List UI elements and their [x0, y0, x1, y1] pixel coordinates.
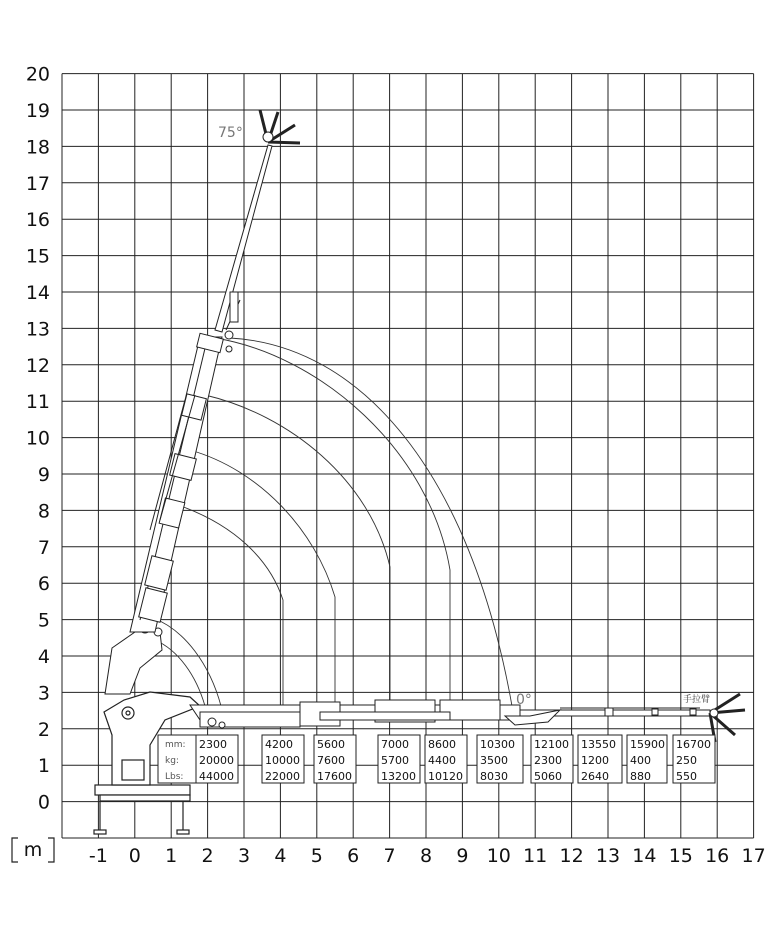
row-unit-lbs: Lbs: [165, 772, 184, 782]
y-tick-label: 0 [37, 791, 50, 814]
y-tick-label: 12 [25, 354, 50, 377]
row-unit-kg: kg: [165, 756, 179, 766]
load-lbs: 8030 [480, 770, 508, 783]
y-tick-label: 17 [25, 172, 50, 195]
y-tick-label: 6 [37, 573, 50, 596]
load-mm: 12100 [534, 738, 569, 751]
load-mm: 15900 [630, 738, 665, 751]
y-tick-label: 11 [25, 391, 50, 414]
load-kg: 20000 [199, 754, 234, 767]
load-table-cell [378, 735, 420, 783]
raised-boom [105, 110, 300, 694]
load-kg: 1200 [581, 754, 609, 767]
y-axis-labels [26, 64, 50, 814]
load-kg: 2300 [534, 754, 562, 767]
range-arc-5 [205, 395, 390, 706]
extension-note: 手拉臂 [683, 695, 711, 705]
load-mm: 8600 [428, 738, 456, 751]
x-tick-label: 15 [668, 845, 693, 867]
load-lbs: 2640 [581, 770, 609, 783]
load-table [196, 735, 715, 783]
x-tick-label: 10 [486, 845, 511, 867]
load-kg: 5700 [381, 754, 409, 767]
y-tick-label: 10 [25, 427, 50, 450]
load-lbs: 550 [676, 770, 697, 783]
load-lbs: 10120 [428, 770, 463, 783]
load-mm: 2300 [199, 738, 227, 751]
x-tick-label: 4 [274, 845, 287, 867]
x-tick-label: 14 [632, 845, 657, 867]
y-tick-label: 5 [37, 609, 50, 632]
y-tick-label: 8 [37, 500, 50, 523]
x-tick-label: 3 [237, 845, 251, 867]
row-units-box [158, 735, 196, 783]
y-tick-label: 2 [37, 718, 50, 741]
unit-label [12, 838, 54, 862]
load-table-cell [262, 735, 304, 783]
load-table-cell [578, 735, 622, 783]
load-kg: 3500 [480, 754, 508, 767]
range-arc-6 [215, 338, 450, 706]
x-tick-label: 7 [383, 845, 396, 867]
angle-max-label: 75° [218, 125, 243, 141]
load-mm: 16700 [676, 738, 711, 751]
load-table-cell [477, 735, 523, 783]
range-arc-3 [178, 505, 283, 706]
load-mm: 5600 [317, 738, 345, 751]
y-tick-label: 13 [25, 318, 50, 341]
y-tick-label: 14 [25, 282, 50, 304]
load-lbs: 13200 [381, 770, 416, 783]
x-tick-label: -1 [88, 845, 108, 867]
load-lbs: 22000 [265, 770, 300, 783]
load-mm: 10300 [480, 738, 515, 751]
load-table-cell [314, 735, 356, 783]
load-kg: 4400 [428, 754, 456, 767]
unit-text: m [23, 839, 43, 861]
x-tick-label: 2 [201, 845, 214, 867]
x-tick-label: 8 [419, 845, 433, 867]
y-tick-label: 15 [25, 245, 50, 268]
x-tick-label: 5 [310, 845, 323, 867]
load-kg: 400 [630, 754, 651, 767]
y-tick-label: 1 [37, 755, 50, 778]
x-tick-label: 12 [559, 845, 584, 867]
load-mm: 4200 [265, 738, 293, 751]
range-arc-4 [190, 450, 335, 706]
load-table-cell [531, 735, 573, 783]
y-tick-label: 16 [25, 209, 50, 232]
load-kg: 7600 [317, 754, 345, 767]
x-tick-label: 17 [741, 845, 766, 867]
load-table-cell [425, 735, 467, 783]
load-table-cell [673, 735, 715, 783]
load-table-cell [196, 735, 238, 783]
y-tick-label: 7 [37, 536, 50, 559]
y-tick-label: 4 [37, 646, 50, 668]
y-tick-label: 18 [25, 136, 50, 159]
grid [62, 74, 754, 838]
load-lbs: 17600 [317, 770, 352, 783]
y-tick-label: 19 [25, 100, 50, 122]
load-lbs: 44000 [199, 770, 234, 783]
load-mm: 13550 [581, 738, 616, 751]
range-arc-7 [230, 338, 512, 706]
load-kg: 10000 [265, 754, 300, 767]
x-tick-label: 1 [165, 845, 178, 867]
load-lbs: 5060 [534, 770, 562, 783]
y-tick-label: 9 [37, 464, 50, 486]
x-tick-label: 11 [523, 845, 548, 867]
y-tick-label: 20 [25, 63, 50, 86]
x-tick-label: 0 [128, 845, 141, 867]
row-unit-mm: mm: [165, 740, 186, 750]
x-tick-label: 6 [347, 845, 360, 867]
x-tick-label: 13 [595, 845, 621, 867]
load-kg: 250 [676, 754, 697, 767]
angle-min-label: 0° [516, 692, 532, 708]
load-lbs: 880 [630, 770, 651, 783]
load-mm: 7000 [381, 738, 409, 751]
x-tick-label: 16 [705, 845, 730, 867]
y-tick-label: 3 [37, 682, 50, 705]
x-tick-label: 9 [456, 845, 469, 867]
x-axis-labels [89, 845, 766, 867]
load-table-cell [627, 735, 667, 783]
